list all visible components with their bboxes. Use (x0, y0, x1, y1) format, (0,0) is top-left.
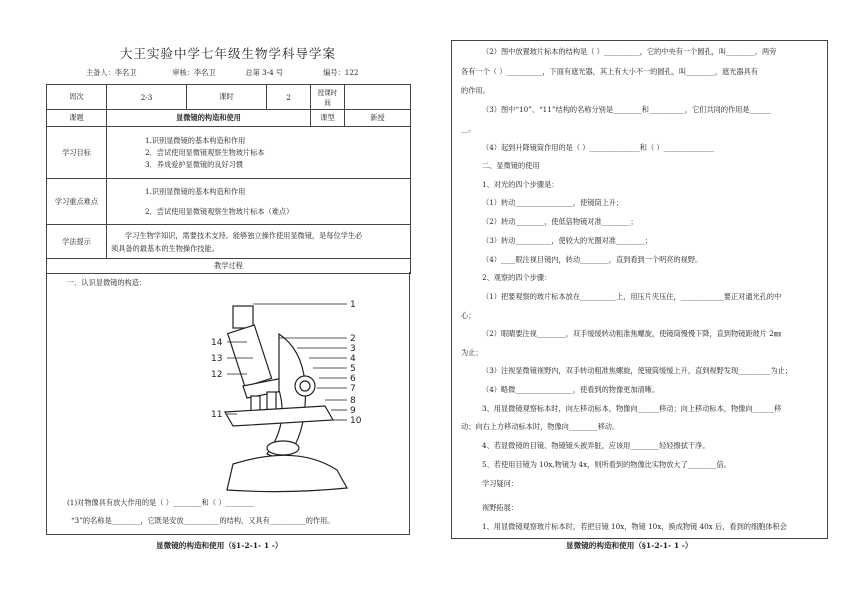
text-line: __。 (461, 124, 476, 133)
text-line: （2）图中放置玻片标本的结构是（ ）__________，它的中央有一个圆孔，叫________。两旁 (482, 47, 777, 56)
time-label: 授课时间 (311, 85, 345, 110)
fine-knob-shape (300, 381, 310, 391)
text-line: （1）转动________________，使镜筒上升； (482, 198, 624, 207)
tips-text (107, 225, 411, 259)
text-line: 5、若使用目镜为 10x,物镜为 4x，则所看到的物像比实物放大了________倍。 (482, 460, 731, 469)
text-line: （2）转动________，使低倍物镜对准________； (482, 217, 638, 226)
text-line: 4、若显微镜的目镜、物镜镜头被弄脏，应该用________轻轻擦拭干净。 (482, 441, 710, 450)
text-line: （3）注视显微镜视野内，双手转动粗准焦螺旋，使镜筒缓缓上升，直到视野发现_________为止； (482, 366, 793, 375)
type-value: 新授 (345, 110, 411, 127)
time-value (345, 85, 411, 110)
footer-right: 显微镜的构造和使用（§1-2-1- 1 -） (566, 541, 693, 550)
text-line: 为止； (461, 348, 483, 357)
key-item: 2．尝试使用显微镜观察生物玻片标本（难点） (145, 206, 294, 216)
microscope-diagram (47, 294, 409, 494)
goals-list (107, 127, 411, 179)
key-item: 1.识别显微镜的基本构造和作用 (145, 186, 246, 196)
diagram-label-right: 1 (350, 300, 356, 310)
type-label: 课型 (311, 110, 345, 127)
tube-shape (228, 325, 272, 387)
eyepiece-shape (233, 306, 253, 328)
diagram-label-right: 10 (350, 416, 362, 426)
key-list (107, 179, 411, 225)
tips-line: 学习生物学知识，需要技术支持。能够独立操作使用显微镜，是每位学生必 (125, 230, 363, 240)
preparer: 主备人：李名卫 (86, 68, 137, 77)
text-line: 1、用显微镜观察玻片标本时，若把目镜 10x，物镜 10x，换成物镜 40x 后，看到的细胞体积会 (482, 522, 787, 531)
mirror-shape (267, 441, 299, 455)
diagram-label-right: 3 (350, 344, 356, 354)
process-header: 教学过程 (47, 259, 411, 274)
text-line: （4）____眼注视目镜内，转动________，直到看到一个明亮的视野。 (482, 255, 703, 264)
page-title: 大王实验中学七年级生物学科导学案 (119, 46, 336, 61)
section-heading: 一．认识显微镜的构造： (67, 278, 147, 287)
text-line: （1）把要观察的玻片标本放在__________上，用压片夹压住，____________要正对通光孔的中 (482, 292, 782, 301)
diagram-label-right: 5 (350, 364, 356, 374)
text-line: 的作用。 (461, 86, 490, 95)
text-line: 心； (461, 311, 476, 320)
text-line: 各有一个（ ）__________，下面有遮光器，其上有大小不一的圆孔，叫________，遮光器具有 (461, 67, 758, 76)
diagram-label-right: 8 (350, 396, 356, 406)
tips-label: 学法提示 (47, 225, 107, 259)
diagram-label-left: 11 (211, 410, 223, 420)
reviewer: 审核：李名卫 (172, 68, 216, 77)
week-value: 2-3 (107, 85, 187, 110)
tips-line: 须具备的最基本的生物操作技能。 (111, 243, 219, 253)
diagram-label-right: 2 (350, 334, 356, 344)
week-label: 周次 (47, 85, 107, 110)
text-line: 1、对光的四个步骤是： (482, 180, 559, 189)
text-line: （4）略微________________，使看到的物像更加清晰。 (482, 385, 660, 394)
diagram-label-left: 12 (211, 370, 223, 380)
left-page (46, 40, 410, 274)
text-line: 视野拓展： (482, 503, 518, 512)
diagram-label-right: 4 (350, 354, 356, 364)
text-line: （3）图中“10”、“11”结构的名称分别是________和__________，它们共同的作用是______ (482, 105, 772, 114)
question-2: “3”的名称是________，它既是安放__________的结构，又具有__________的作用。 (71, 516, 335, 525)
goal-item: 1.识别显微镜的基本构造和作用 (145, 135, 246, 145)
footer-left: 显微镜的构造和使用（§1-2-1- 1 -） (156, 541, 283, 550)
section-heading: 二、显微镜的使用 (482, 161, 540, 170)
period-value: 2 (267, 85, 311, 110)
text-line: 动；向右上方移动标本时，物像向________移动。 (461, 422, 620, 431)
total-number: 总第 3-4 号 (245, 68, 284, 77)
diagram-label-right: 6 (350, 374, 356, 384)
goal-item: 3．养成爱护显微镜的良好习惯 (145, 159, 244, 169)
topic-value: 显微镜的构造和使用 (107, 110, 311, 127)
stage-shape (225, 406, 333, 426)
text-line: 3、用显微镜观察标本时，向左移动标本，物像向______移动；向上移动标本，物像向______移 (482, 404, 782, 413)
diagram-label-right: 7 (350, 384, 356, 394)
process-box (46, 272, 410, 535)
base-shape (227, 455, 347, 491)
diagram-label-right: 9 (350, 406, 356, 416)
serial-number: 编号：122 (323, 68, 359, 77)
goals-label: 学习目标 (47, 127, 107, 179)
text-line: （4）起到升降镜筒作用的是（ ）______________和（ ）______________ (482, 143, 714, 152)
topic-label: 课题 (47, 110, 107, 127)
right-page (451, 40, 828, 539)
question-1: (1)对物像具有放大作用的是（ ）________和（ ）________ (67, 498, 255, 507)
diagram-label-left: 13 (211, 354, 223, 364)
goal-item: 2．尝试使用显微镜观察生物玻片标本 (145, 147, 265, 157)
info-table (46, 84, 411, 274)
key-label: 学习重点难点 (47, 179, 107, 225)
text-line: 学习疑问： (482, 479, 518, 488)
diagram-label-left: 14 (211, 338, 223, 348)
meta-line (46, 68, 410, 78)
text-line: （2）眼睛要注视________，双手缓缓转动粗准焦螺旋，使镜筒慢慢下降，直到物镜距玻片 2㎜ (482, 329, 781, 338)
period-label: 课时 (187, 85, 267, 110)
text-line: 2、观察的四个步骤： (482, 273, 552, 282)
text-line: （3）转动__________，使较大的光圈对准________； (482, 236, 652, 245)
